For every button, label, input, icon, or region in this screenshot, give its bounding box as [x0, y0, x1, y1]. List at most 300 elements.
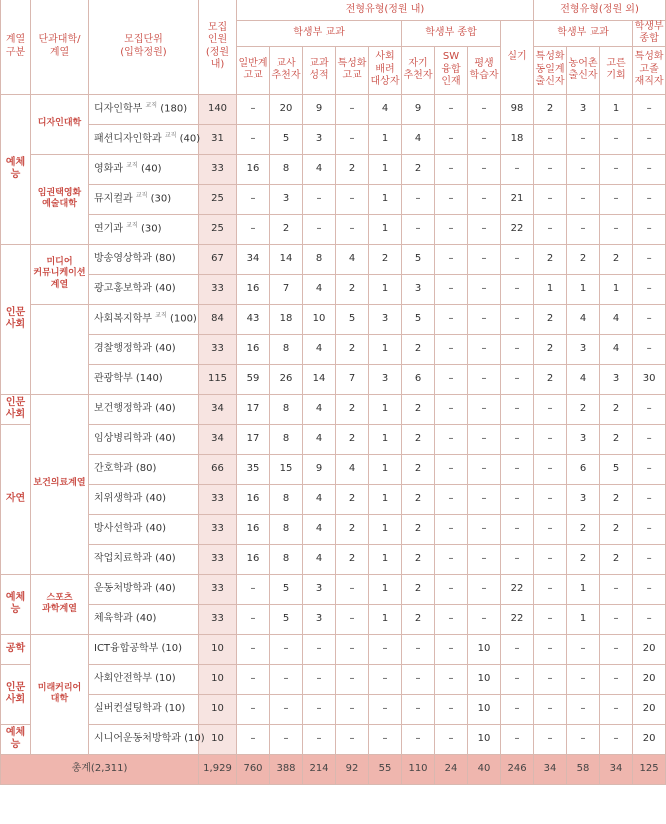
header-type-out: 전형유형(정원 외) [534, 0, 666, 20]
total-value: 34 [600, 754, 633, 784]
header-sub: 사회 배려 대상자 [369, 46, 402, 94]
table-row [1, 274, 666, 304]
value-cell: – [501, 244, 534, 274]
value-cell: 2 [600, 484, 633, 514]
department-name: 뮤지컬과 [94, 193, 133, 205]
value-cell: 2 [402, 574, 435, 604]
department-name: 실버컨설팅학과 (10) [94, 702, 186, 714]
category-cell: 인문 사회 [1, 664, 31, 724]
value-cell: – [633, 484, 666, 514]
value-cell: – [534, 694, 567, 724]
value-cell: 5 [402, 304, 435, 334]
department-cell [89, 214, 199, 244]
department-cell [89, 274, 199, 304]
department-name: 경찰행정학과 (40) [94, 342, 176, 354]
header-department: 모집단위 (입학정원) [89, 0, 199, 94]
quota-cell: 33 [199, 514, 237, 544]
value-cell: – [369, 724, 402, 754]
header-college: 단과대학/ 계열 [31, 0, 89, 94]
value-cell: – [534, 184, 567, 214]
value-cell: – [435, 364, 468, 394]
value-cell: 17 [237, 424, 270, 454]
value-cell: 10 [468, 694, 501, 724]
value-cell: 5 [336, 304, 369, 334]
value-cell: – [237, 604, 270, 634]
value-cell: – [303, 214, 336, 244]
value-cell: – [303, 664, 336, 694]
teaching-course-mark: 교직 [164, 132, 177, 140]
department-name: 관광학부 (140) [94, 372, 163, 384]
table-row [1, 214, 666, 244]
department-cell [89, 184, 199, 214]
value-cell: 10 [468, 634, 501, 664]
value-cell: – [270, 664, 303, 694]
value-cell: 15 [270, 454, 303, 484]
value-cell: 3 [303, 604, 336, 634]
value-cell: 98 [501, 94, 534, 124]
value-cell: 21 [501, 184, 534, 214]
value-cell: 3 [567, 334, 600, 364]
value-cell: – [501, 154, 534, 184]
department-cell [89, 514, 199, 544]
value-cell: 43 [237, 304, 270, 334]
value-cell: – [402, 694, 435, 724]
table-row [1, 514, 666, 544]
value-cell: 6 [402, 364, 435, 394]
value-cell: – [534, 724, 567, 754]
value-cell: 26 [270, 364, 303, 394]
value-cell: 20 [270, 94, 303, 124]
value-cell: – [468, 394, 501, 424]
value-cell: 10 [468, 664, 501, 694]
value-cell: – [303, 184, 336, 214]
value-cell: 22 [501, 574, 534, 604]
value-cell: 1 [369, 424, 402, 454]
teaching-course-mark: 교직 [145, 102, 158, 110]
value-cell: 2 [567, 244, 600, 274]
quota-cell: 10 [199, 724, 237, 754]
quota-cell: 66 [199, 454, 237, 484]
value-cell: 22 [501, 214, 534, 244]
value-cell: – [237, 124, 270, 154]
value-cell: – [600, 184, 633, 214]
quota-cell: 33 [199, 544, 237, 574]
department-name: 방사선학과 (40) [94, 522, 167, 534]
value-cell: 1 [369, 454, 402, 484]
value-cell: 2 [402, 394, 435, 424]
value-cell: 4 [303, 544, 336, 574]
value-cell: – [633, 514, 666, 544]
value-cell: 4 [303, 274, 336, 304]
department-name: 사회안전학부 (10) [94, 672, 176, 684]
value-cell: – [468, 184, 501, 214]
value-cell: 18 [270, 304, 303, 334]
value-cell: 8 [270, 394, 303, 424]
value-cell: – [534, 544, 567, 574]
value-cell: – [336, 574, 369, 604]
value-cell: – [468, 334, 501, 364]
value-cell: – [303, 694, 336, 724]
value-cell: – [534, 214, 567, 244]
quota-cell: 34 [199, 394, 237, 424]
college-cell: 미래커리어 대학 [31, 634, 89, 754]
department-name: 보건행정학과 (40) [94, 402, 176, 414]
college-cell: 스포츠 과학계열 [31, 574, 89, 634]
value-cell: – [567, 664, 600, 694]
value-cell: 8 [270, 424, 303, 454]
value-cell: 2 [402, 334, 435, 364]
department-cell [89, 334, 199, 364]
value-cell: – [468, 154, 501, 184]
total-row [1, 754, 666, 784]
value-cell: – [600, 124, 633, 154]
value-cell: 3 [303, 574, 336, 604]
value-cell: – [468, 424, 501, 454]
teaching-course-mark: 교직 [126, 162, 138, 170]
department-name: 디자인학부 [94, 103, 143, 115]
value-cell: – [435, 664, 468, 694]
value-cell: 2 [534, 304, 567, 334]
value-cell: 9 [303, 94, 336, 124]
value-cell: 1 [369, 124, 402, 154]
value-cell: – [435, 604, 468, 634]
value-cell: – [501, 514, 534, 544]
value-cell: – [369, 664, 402, 694]
value-cell: 16 [237, 544, 270, 574]
value-cell: 4 [567, 364, 600, 394]
value-cell: 1 [567, 574, 600, 604]
category-cell: 공학 [1, 634, 31, 664]
value-cell: – [435, 94, 468, 124]
value-cell: – [534, 454, 567, 484]
value-cell: – [402, 184, 435, 214]
value-cell: – [501, 274, 534, 304]
value-cell: 5 [402, 244, 435, 274]
value-cell: 5 [600, 454, 633, 484]
table-body [1, 94, 666, 784]
value-cell: – [468, 454, 501, 484]
value-cell: – [600, 574, 633, 604]
department-cell [89, 574, 199, 604]
department-name: 치위생학과 (40) [94, 492, 167, 504]
value-cell: 8 [303, 244, 336, 274]
value-cell: – [435, 124, 468, 154]
department-cell [89, 634, 199, 664]
value-cell: – [435, 724, 468, 754]
department-name: 광고홍보학과 (40) [94, 282, 176, 294]
value-cell: 3 [369, 364, 402, 394]
value-cell: 2 [567, 514, 600, 544]
department-name: 패션디자인학과 [94, 133, 162, 145]
value-cell: – [435, 424, 468, 454]
value-cell: – [567, 634, 600, 664]
value-cell: – [633, 304, 666, 334]
table-row [1, 244, 666, 274]
value-cell: 20 [633, 634, 666, 664]
header-sub: 교과 성적 [303, 46, 336, 94]
value-cell: – [501, 394, 534, 424]
value-cell: – [567, 124, 600, 154]
department-capacity: (30) [150, 193, 172, 205]
value-cell: 2 [270, 214, 303, 244]
value-cell: 7 [336, 364, 369, 394]
value-cell: – [336, 94, 369, 124]
quota-cell: 10 [199, 664, 237, 694]
teaching-course-mark: 교직 [155, 312, 167, 320]
value-cell: 2 [336, 514, 369, 544]
value-cell: – [435, 334, 468, 364]
department-name: 연기과 [94, 223, 123, 235]
value-cell: – [270, 724, 303, 754]
value-cell: 4 [336, 454, 369, 484]
value-cell: 1 [534, 274, 567, 304]
department-name: 방송영상학과 (80) [94, 252, 176, 264]
value-cell: – [534, 514, 567, 544]
value-cell: – [336, 664, 369, 694]
value-cell: – [336, 214, 369, 244]
total-value: 24 [435, 754, 468, 784]
total-label: 총계(2,311) [1, 754, 199, 784]
table-row [1, 394, 666, 424]
value-cell: 1 [369, 274, 402, 304]
header-sub: 자기 추천자 [402, 46, 435, 94]
value-cell: 2 [336, 424, 369, 454]
value-cell: 2 [402, 484, 435, 514]
value-cell: 16 [237, 514, 270, 544]
header-type-in: 전형유형(정원 내) [237, 0, 534, 20]
value-cell: – [369, 634, 402, 664]
value-cell: 16 [237, 334, 270, 364]
value-cell: 4 [303, 484, 336, 514]
college-cell [31, 304, 89, 394]
value-cell: – [633, 124, 666, 154]
quota-cell: 33 [199, 574, 237, 604]
value-cell: 2 [402, 604, 435, 634]
value-cell: 1 [369, 394, 402, 424]
teaching-course-mark: 교직 [126, 222, 138, 230]
department-name: 시니어운동처방학과 (10) [94, 732, 205, 744]
department-capacity: (180) [160, 103, 188, 115]
department-cell [89, 724, 205, 754]
value-cell: – [468, 484, 501, 514]
header-sub: 특성화 동일계 출신자 [534, 46, 567, 94]
value-cell: 3 [567, 94, 600, 124]
table-row [1, 634, 666, 664]
total-value: 55 [369, 754, 402, 784]
category-cell: 자연 [1, 424, 31, 574]
value-cell: 10 [303, 304, 336, 334]
department-name: 체육학과 (40) [94, 612, 157, 624]
table-row [1, 694, 666, 724]
value-cell: – [501, 724, 534, 754]
quota-cell: 140 [199, 94, 237, 124]
quota-cell: 34 [199, 424, 237, 454]
value-cell: 8 [270, 334, 303, 364]
value-cell: – [435, 634, 468, 664]
value-cell: – [435, 694, 468, 724]
value-cell: – [600, 604, 633, 634]
value-cell: 8 [270, 154, 303, 184]
header-sub: 교사 추천자 [270, 46, 303, 94]
value-cell: 4 [303, 424, 336, 454]
header-sub: 특성화 고교 [336, 46, 369, 94]
value-cell: – [435, 454, 468, 484]
value-cell: – [534, 664, 567, 694]
value-cell: – [600, 154, 633, 184]
header-out-subject: 학생부 교과 [534, 20, 633, 46]
value-cell: – [336, 724, 369, 754]
value-cell: 2 [402, 424, 435, 454]
value-cell: – [270, 634, 303, 664]
table-row [1, 454, 666, 484]
value-cell: 3 [567, 484, 600, 514]
value-cell: 2 [336, 484, 369, 514]
college-cell: 미디어 커뮤니케이션 계열 [31, 244, 89, 304]
category-cell: 예체능 [1, 724, 31, 754]
department-cell [89, 454, 199, 484]
header-sub: 농어촌 출신자 [567, 46, 600, 94]
total-value: 125 [633, 754, 666, 784]
value-cell: 2 [336, 154, 369, 184]
department-cell [89, 154, 199, 184]
value-cell: 3 [303, 124, 336, 154]
value-cell: 2 [534, 364, 567, 394]
value-cell: 2 [402, 454, 435, 484]
total-value: 388 [270, 754, 303, 784]
value-cell: 5 [270, 604, 303, 634]
value-cell: 20 [633, 664, 666, 694]
value-cell: 1 [600, 274, 633, 304]
value-cell: 4 [402, 124, 435, 154]
value-cell: – [633, 334, 666, 364]
value-cell: 2 [336, 274, 369, 304]
table-row [1, 484, 666, 514]
value-cell: – [435, 154, 468, 184]
value-cell: 35 [237, 454, 270, 484]
value-cell: – [270, 694, 303, 724]
table-row [1, 724, 666, 754]
value-cell: – [435, 244, 468, 274]
value-cell: – [237, 664, 270, 694]
value-cell: – [402, 724, 435, 754]
value-cell: – [633, 94, 666, 124]
value-cell: – [468, 604, 501, 634]
value-cell: – [501, 694, 534, 724]
value-cell: 1 [369, 214, 402, 244]
category-cell: 인문 사회 [1, 244, 31, 394]
total-value: 40 [468, 754, 501, 784]
value-cell: 4 [303, 334, 336, 364]
value-cell: 16 [237, 154, 270, 184]
value-cell: 3 [567, 424, 600, 454]
value-cell: – [336, 634, 369, 664]
value-cell: 5 [270, 124, 303, 154]
value-cell: – [435, 574, 468, 604]
quota-cell: 115 [199, 364, 237, 394]
quota-cell: 84 [199, 304, 237, 334]
college-cell: 디자인대학 [31, 94, 89, 154]
value-cell: 4 [600, 334, 633, 364]
value-cell: – [633, 544, 666, 574]
value-cell: 20 [633, 724, 666, 754]
header-sub: 특성화 고졸 재직자 [633, 46, 666, 94]
department-capacity: (40) [140, 163, 162, 175]
value-cell: – [501, 334, 534, 364]
table-row [1, 604, 666, 634]
table-row [1, 184, 666, 214]
table-row [1, 574, 666, 604]
value-cell: – [600, 694, 633, 724]
department-name: 사회복지학부 [94, 313, 152, 325]
value-cell: – [468, 574, 501, 604]
quota-cell: 33 [199, 334, 237, 364]
value-cell: 2 [402, 544, 435, 574]
value-cell: 2 [567, 394, 600, 424]
value-cell: – [435, 484, 468, 514]
table-row [1, 424, 666, 454]
value-cell: – [600, 724, 633, 754]
quota-cell: 33 [199, 154, 237, 184]
value-cell: 2 [402, 514, 435, 544]
value-cell: 2 [600, 394, 633, 424]
value-cell: – [402, 214, 435, 244]
table-row [1, 334, 666, 364]
value-cell: – [237, 214, 270, 244]
value-cell: – [501, 304, 534, 334]
value-cell: 2 [402, 154, 435, 184]
header-sub: 일반계 고교 [237, 46, 270, 94]
value-cell: – [567, 724, 600, 754]
value-cell: 14 [303, 364, 336, 394]
value-cell: – [468, 364, 501, 394]
category-cell: 예체능 [1, 94, 31, 244]
value-cell: – [534, 124, 567, 154]
value-cell: – [435, 544, 468, 574]
total-value: 34 [534, 754, 567, 784]
value-cell: 2 [600, 514, 633, 544]
value-cell: 34 [237, 244, 270, 274]
value-cell: – [501, 484, 534, 514]
value-cell: – [468, 304, 501, 334]
department-cell [89, 124, 199, 154]
value-cell: – [468, 514, 501, 544]
header-out-comprehensive: 학생부 종합 [633, 20, 666, 46]
header-quota: 모집 인원 (정원내) [199, 0, 237, 94]
value-cell: – [501, 364, 534, 394]
value-cell: 2 [600, 544, 633, 574]
value-cell: 1 [567, 604, 600, 634]
value-cell: – [600, 214, 633, 244]
value-cell: 9 [303, 454, 336, 484]
value-cell: – [501, 544, 534, 574]
value-cell: – [336, 124, 369, 154]
value-cell: – [237, 724, 270, 754]
value-cell: – [633, 184, 666, 214]
value-cell: 22 [501, 604, 534, 634]
department-name: 작업치료학과 (40) [94, 552, 176, 564]
department-cell [89, 94, 199, 124]
value-cell: 4 [303, 514, 336, 544]
value-cell: 3 [600, 364, 633, 394]
department-capacity: (100) [169, 313, 197, 325]
department-cell [89, 424, 199, 454]
value-cell: – [237, 574, 270, 604]
department-capacity: (30) [140, 223, 162, 235]
table-row [1, 94, 666, 124]
value-cell: 1 [369, 514, 402, 544]
value-cell: 16 [237, 484, 270, 514]
value-cell: 2 [600, 424, 633, 454]
